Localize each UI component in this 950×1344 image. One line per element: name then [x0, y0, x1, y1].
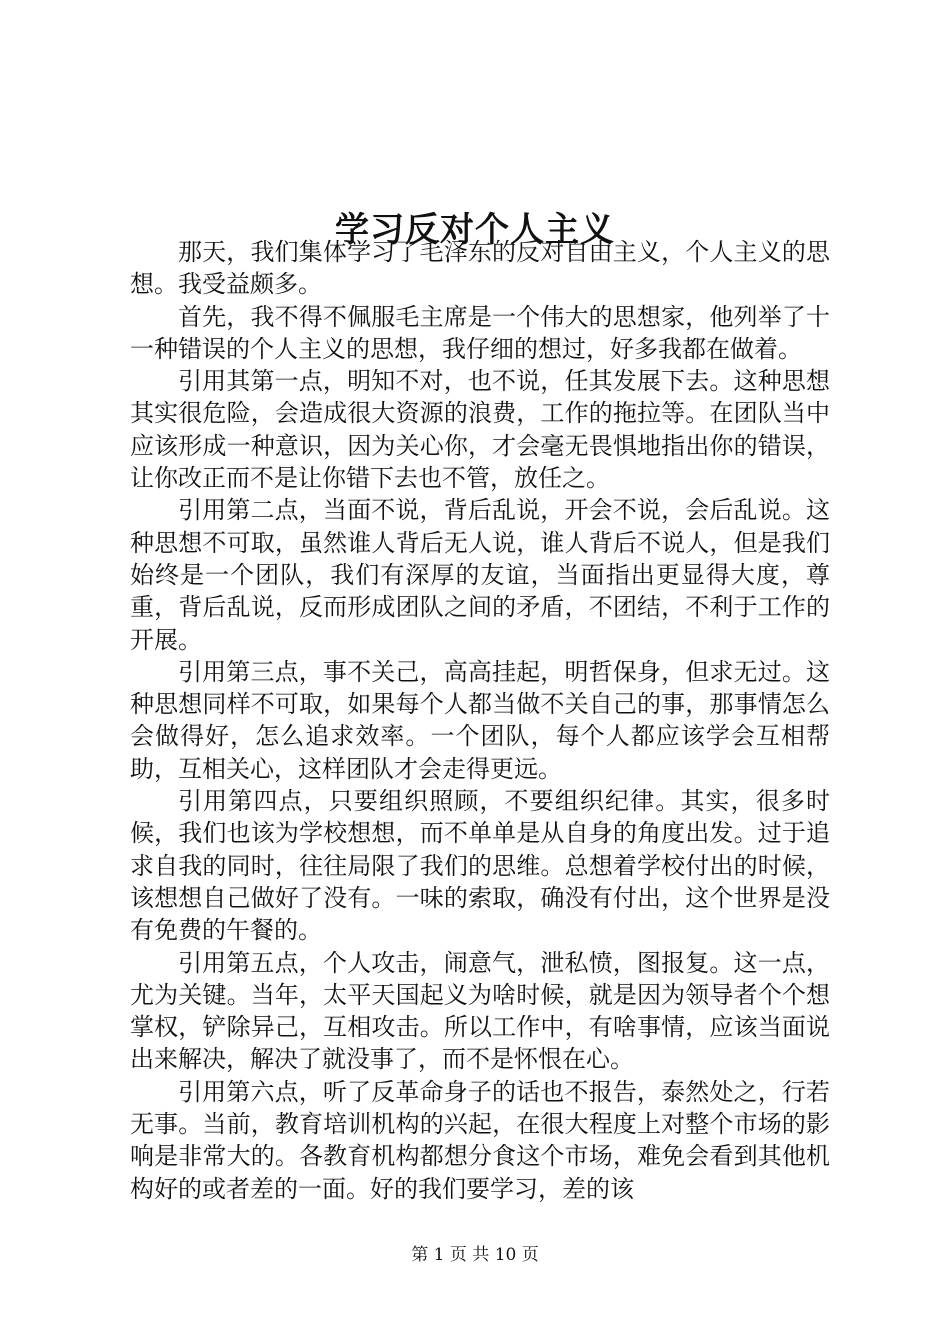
- paragraph-7: 引用第五点，个人攻击，闹意气，泄私愤，图报复。这一点，尤为关键。当年，太平天国起义为啥时候，就是因为领导者个个想掌权，铲除异己，互相攻击。所以工作中，有啥事情，应该当面说出来解决，解决了就没事了，而不是怀恨在心。: [130, 948, 830, 1074]
- document-title: 学习反对个人主义: [335, 209, 615, 250]
- paragraph-3: 引用其第一点，明知不对，也不说，任其发展下去。这种思想其实很危险，会造成很大资源的浪费，工作的拖拉等。在团队当中应该形成一种意识，因为关心你，才会毫无畏惧地指出你的错误，让你改正而不是让你错下去也不管，放任之。: [130, 367, 830, 493]
- document-body: [130, 236, 830, 1205]
- paragraph-4: 引用第二点，当面不说，背后乱说，开会不说，会后乱说。这种思想不可取，虽然谁人背后无人说，谁人背后不说人，但是我们始终是一个团队，我们有深厚的友谊，当面指出更显得大度，尊重，背后乱说，反而形成团队之间的矛盾，不团结，不利于工作的开展。: [130, 496, 830, 654]
- paragraph-1: 那天，我们集体学习了毛泽东的反对自由主义，个人主义的思想。我受益颇多。: [130, 238, 830, 299]
- paragraph-6: 引用第四点，只要组织照顾，不要组织纪律。其实，很多时候，我们也该为学校想想，而不单单是从自身的角度出发。过于追求自我的同时，往往局限了我们的思维。总想着学校付出的时候，该想想自己做好了没有。一味的索取，确没有付出，这个世界是没有免费的午餐的。: [130, 787, 830, 945]
- page-number-footer: 第 1 页 共 10 页: [411, 1245, 539, 1265]
- paragraph-2: 首先，我不得不佩服毛主席是一个伟大的思想家，他列举了十一种错误的个人主义的思想，我仔细的想过，好多我都在做着。: [130, 302, 830, 363]
- paragraph-8: 引用第六点，听了反革命身子的话也不报告，泰然处之，行若无事。当前，教育培训机构的兴起，在很大程度上对整个市场的影响是非常大的。各教育机构都想分食这个市场，难免会看到其他机构好的或者差的一面。好的我们要学习，差的该: [130, 1077, 830, 1203]
- paragraph-5: 引用第三点，事不关己，高高挂起，明哲保身，但求无过。这种思想同样不可取，如果每个人都当做不关自己的事，那事情怎么会做得好，怎么追求效率。一个团队，每个人都应该学会互相帮助，互相关心，这样团队才会走得更远。: [130, 657, 830, 783]
